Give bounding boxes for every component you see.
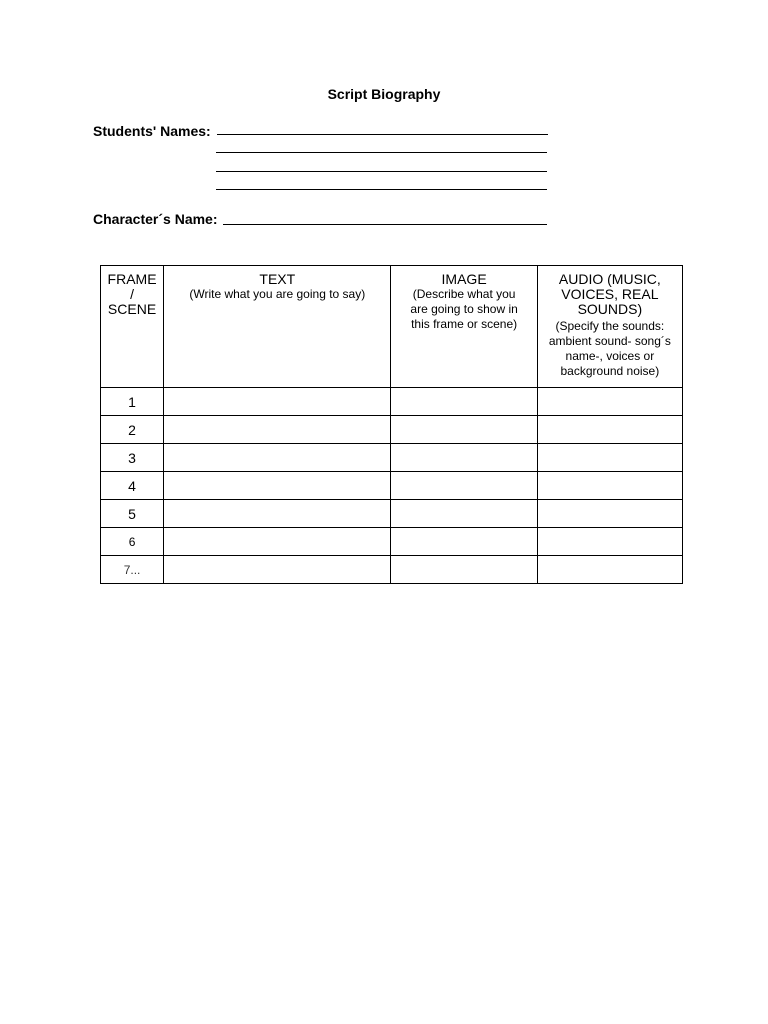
students-names-label: Students' Names: (93, 123, 211, 139)
audio-cell[interactable] (537, 416, 682, 444)
table-row (101, 500, 683, 528)
image-cell[interactable] (391, 528, 537, 556)
students-name-line-1[interactable] (217, 134, 548, 135)
frame-number: 7... (101, 556, 164, 584)
audio-cell[interactable] (537, 528, 682, 556)
image-cell[interactable] (391, 556, 537, 584)
audio-cell[interactable] (537, 388, 682, 416)
frame-number: 4 (101, 472, 164, 500)
audio-cell[interactable] (537, 444, 682, 472)
text-cell[interactable] (164, 472, 391, 500)
table-row (101, 416, 683, 444)
header-text-title: TEXT (259, 271, 296, 287)
character-name-line[interactable] (223, 224, 547, 225)
table-row (101, 556, 683, 584)
students-name-line-2[interactable] (216, 152, 547, 153)
header-audio-title: AUDIO (MUSIC, VOICES, REAL SOUNDS) (558, 271, 661, 317)
header-audio-detail: (Specify the sounds: ambient sound- song´s name-, voices or background noise) (548, 319, 671, 378)
text-cell[interactable] (164, 556, 391, 584)
character-name-label: Character´s Name: (93, 211, 218, 227)
image-cell[interactable] (391, 388, 537, 416)
frame-number: 1 (101, 388, 164, 416)
table-row (101, 444, 683, 472)
page-title: Script Biography (327, 86, 441, 102)
audio-cell[interactable] (537, 472, 682, 500)
audio-cell[interactable] (537, 500, 682, 528)
script-table (100, 265, 683, 584)
image-cell[interactable] (391, 444, 537, 472)
table-row (101, 472, 683, 500)
image-cell[interactable] (391, 500, 537, 528)
text-cell[interactable] (164, 528, 391, 556)
frame-number: 3 (101, 444, 164, 472)
students-name-line-4[interactable] (216, 189, 547, 190)
frame-number: 5 (101, 500, 164, 528)
frame-number: 2 (101, 416, 164, 444)
text-cell[interactable] (164, 500, 391, 528)
students-name-line-3[interactable] (216, 171, 547, 172)
header-text (164, 266, 391, 388)
text-cell[interactable] (164, 444, 391, 472)
table-header-row (101, 266, 683, 388)
text-cell[interactable] (164, 388, 391, 416)
header-image-detail: (Describe what you are going to show in this frame or scene) (410, 287, 518, 331)
frame-number: 6 (101, 528, 164, 556)
table-row (101, 388, 683, 416)
header-image-title: IMAGE (441, 271, 487, 287)
audio-cell[interactable] (537, 556, 682, 584)
image-cell[interactable] (391, 472, 537, 500)
header-text-detail: (Write what you are going to say) (189, 287, 366, 301)
header-frame-scene-title: FRAME / SCENE (107, 271, 157, 317)
text-cell[interactable] (164, 416, 391, 444)
table-row (101, 528, 683, 556)
image-cell[interactable] (391, 416, 537, 444)
header-frame-scene (101, 266, 164, 388)
header-image (391, 266, 537, 388)
header-audio (537, 266, 682, 388)
